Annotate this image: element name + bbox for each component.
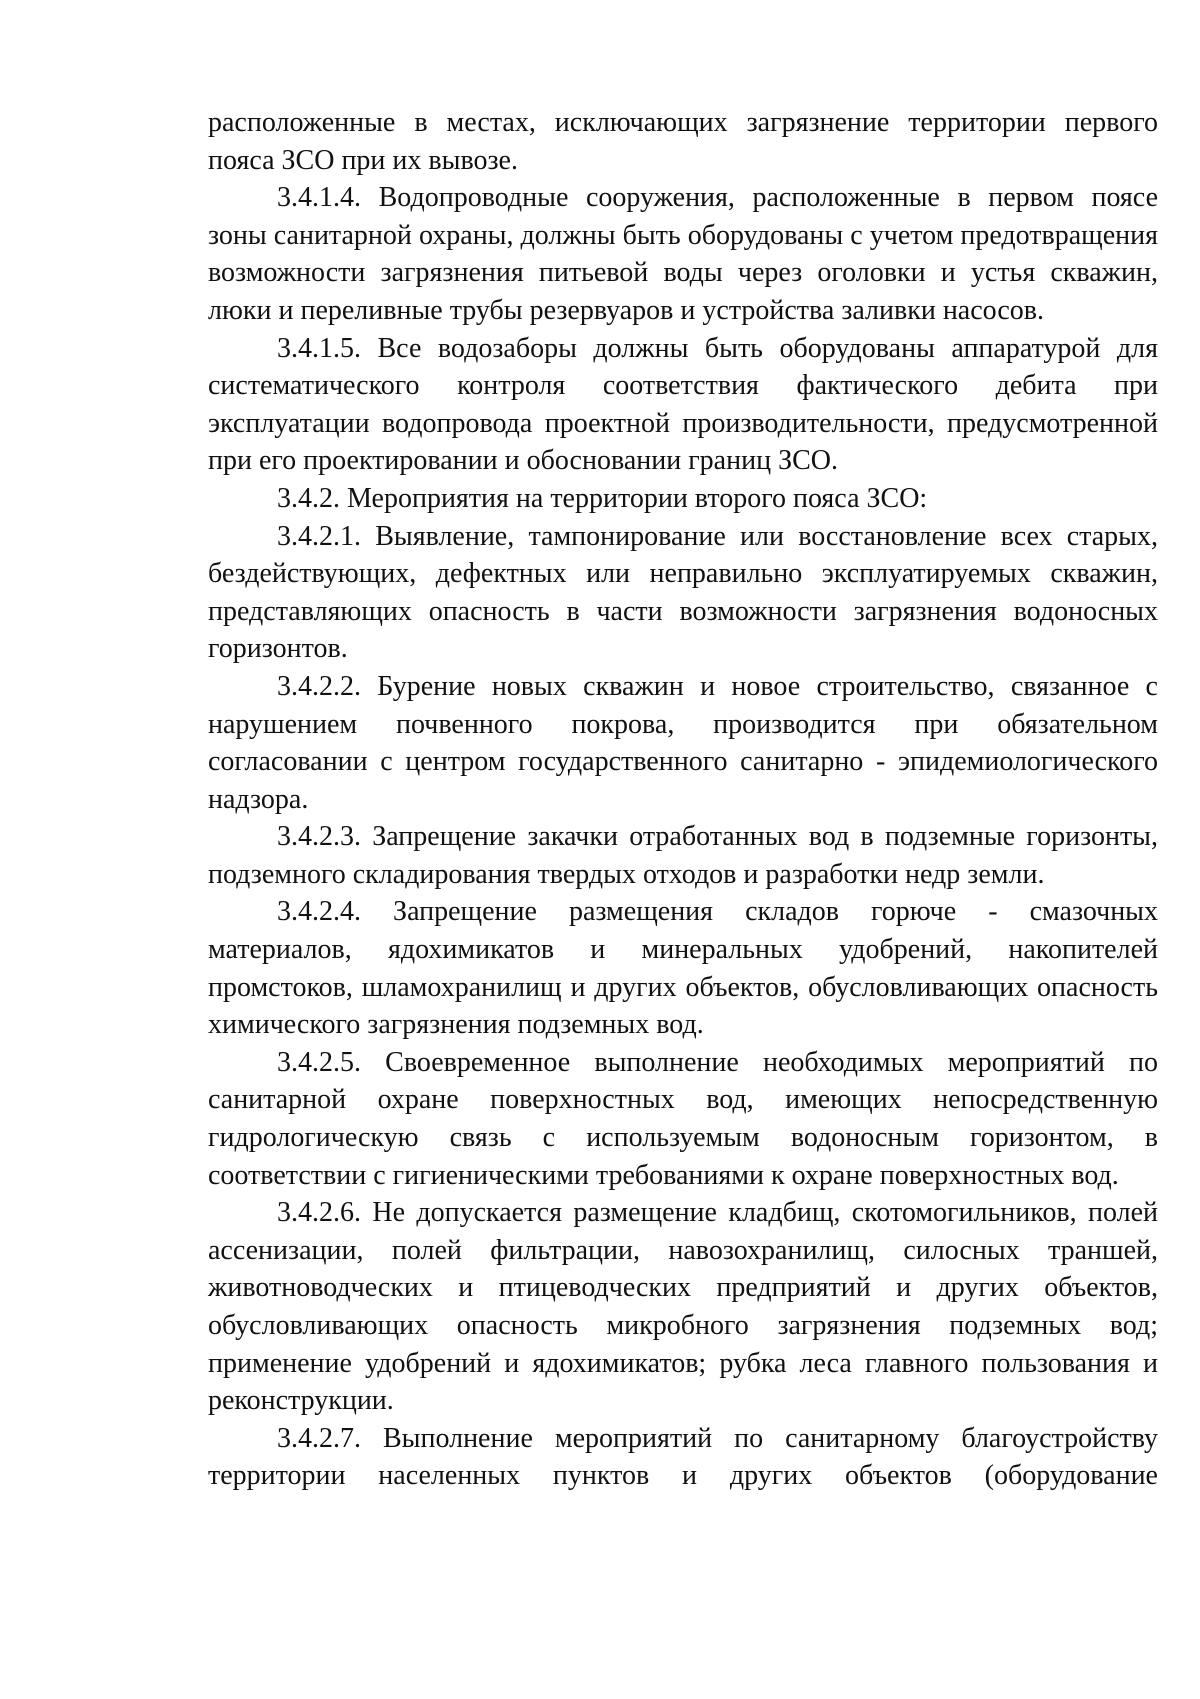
paragraph-3-4-2-5: 3.4.2.5. Своевременное выполнение необходимых мероприятий по санитарной охране поверхностных вод, имеющих непосредственную гидрологическую связь с используемым водоносным горизонтом, в соответствии с гигиеническими требованиями к охране поверхностных вод. <box>208 1046 1158 1191</box>
paragraph-3-4-2-2: 3.4.2.2. Бурение новых скважин и новое строительство, связанное с нарушением почвенного покрова, производится при обязательном согласовании с центром государственного санитарно - эпидемиологического надзора. <box>208 670 1158 815</box>
paragraph-3-4-2: 3.4.2. Мероприятия на территории второго пояса ЗСО: <box>277 482 928 514</box>
paragraph-continuation: расположенные в местах, исключающих загрязнение территории первого пояса ЗСО при их вывозе. <box>208 107 1158 176</box>
paragraph-3-4-1-4: 3.4.1.4. Водопроводные сооружения, расположенные в первом поясе зоны санитарной охраны, должны быть оборудованы с учетом предотвращения возможности загрязнения питьевой воды через оголовки и устья скважин, люки и переливные трубы резервуаров и устройства заливки насосов. <box>208 182 1158 326</box>
paragraph-3-4-2-1: 3.4.2.1. Выявление, тампонирование или восстановление всех старых, бездействующих, дефектных или неправильно эксплуатируемых скважин, представляющих опасность в части возможности загрязнения водоносных горизонтов. <box>208 520 1158 665</box>
paragraph-3-4-1-5: 3.4.1.5. Все водозаборы должны быть оборудованы аппаратурой для систематического контроля соответствия фактического дебита при эксплуатации водопровода проектной производительности, предусмотренной при его проектировании и обосновании границ ЗСО. <box>208 332 1158 477</box>
paragraph-3-4-2-4: 3.4.2.4. Запрещение размещения складов горюче - смазочных материалов, ядохимикатов и минеральных удобрений, накопителей промстоков, шламохранилищ и других объектов, обусловливающих опасность химического загрязнения подземных вод. <box>208 896 1158 1041</box>
paragraph-3-4-2-6: 3.4.2.6. Не допускается размещение кладбищ, скотомогильников, полей ассенизации, полей фильтрации, навозохранилищ, силосных траншей, животноводческих и птицеводческих предприятий и других объектов, обусловливающих опасность микробного загрязнения подземных вод; применение удобрений и ядохимикатов; рубка леса главного пользования и реконструкции. <box>208 1197 1158 1417</box>
paragraph-3-4-2-7: 3.4.2.7. Выполнение мероприятий по санитарному благоустройству территории населенных пунктов и других объектов (оборудование <box>208 1422 1158 1492</box>
document-body <box>208 104 1158 1495</box>
paragraph-3-4-2-3: 3.4.2.3. Запрещение закачки отработанных вод в подземные горизонты, подземного складирования твердых отходов и разработки недр земли. <box>208 821 1158 890</box>
